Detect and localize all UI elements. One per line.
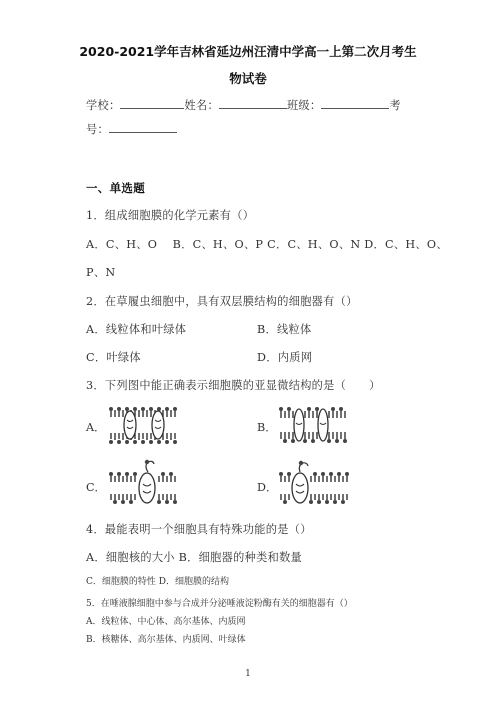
school-blank[interactable]: [120, 98, 184, 109]
membrane-diagram-c: [108, 458, 180, 508]
exam-number-blank[interactable]: [109, 122, 177, 133]
exam-number-line: [86, 121, 177, 137]
class-blank[interactable]: [321, 98, 389, 109]
question-1-options: A．C、H、O B．C、H、O、P C．C、H、O、N D．C、H、O、: [86, 238, 448, 251]
question-3-stem: 3．下列图中能正确表示细胞膜的亚显微结构的是（ ）: [86, 379, 381, 392]
question-1-options-cont: P、N: [86, 266, 116, 279]
name-label: 姓名：: [184, 99, 219, 112]
membrane-diagram-d: [278, 458, 350, 508]
student-info-line: [86, 97, 401, 113]
question-2-option-a: A．线粒体和叶绿体: [86, 323, 187, 336]
question-3-option-a-label: A．: [86, 421, 106, 434]
exam-title-line2: 物试卷: [229, 71, 267, 86]
exam-title-line1: 2020-2021学年吉林省延边州汪清中学高一上第二次月考生: [79, 44, 417, 59]
class-label: 班级：: [286, 99, 322, 112]
exam-number-label-part1: 考: [389, 99, 401, 112]
question-4-stem: 4．最能表明一个细胞具有特殊功能的是（）: [86, 523, 312, 536]
section-heading-single-choice: 一、单选题: [86, 181, 145, 195]
question-3-option-c-label: C．: [86, 481, 106, 494]
membrane-diagram-b: [278, 403, 350, 447]
question-3-option-d-label: D．: [257, 481, 278, 494]
exam-number-label-part2: 号：: [86, 123, 109, 136]
question-4-options-ab: A．细胞核的大小 B．细胞器的种类和数量: [86, 551, 303, 564]
page-number: 1: [245, 669, 251, 679]
question-2-option-c: C．叶绿体: [86, 351, 141, 364]
school-label: 学校：: [86, 99, 121, 112]
name-blank[interactable]: [219, 98, 287, 109]
question-2-option-b: B．线粒体: [257, 323, 312, 336]
membrane-diagram-a: [108, 403, 180, 447]
question-2-option-d: D．内质网: [257, 351, 313, 364]
question-3-option-b-label: B．: [257, 421, 277, 434]
question-2-stem: 2．在草履虫细胞中，具有双层膜结构的细胞器有（）: [86, 295, 358, 308]
question-5-stem: 5．在唾液腺细胞中参与合成并分泌唾液淀粉酶有关的细胞器有（）: [86, 599, 353, 609]
question-1-stem: 1．组成细胞膜的化学元素有（）: [86, 209, 255, 222]
question-4-options-cd: C．细胞膜的特性 D．细胞膜的结构: [86, 577, 229, 587]
question-5-option-a: A．线粒体、中心体、高尔基体、内质网: [86, 617, 246, 627]
question-5-option-b: B．核糖体、高尔基体、内质网、叶绿体: [86, 635, 246, 645]
